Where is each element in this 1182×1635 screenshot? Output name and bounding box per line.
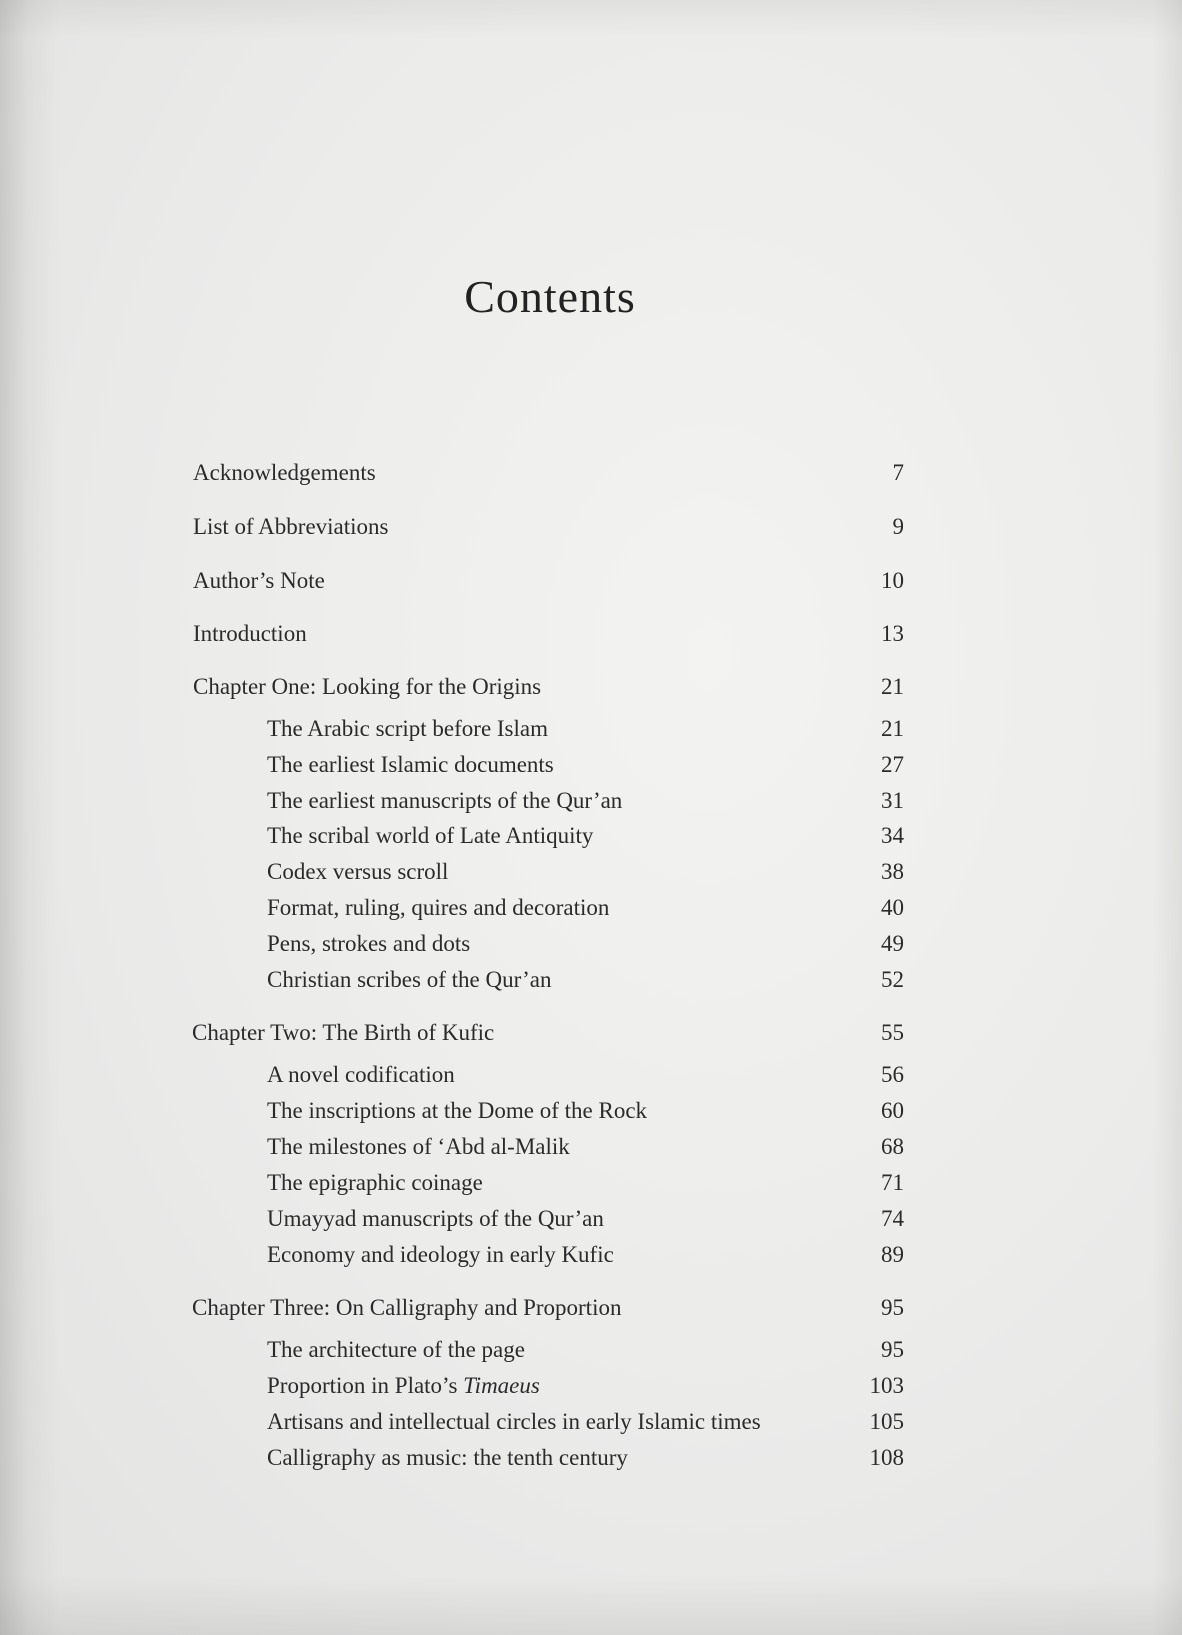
toc-entry-label: The earliest Islamic documents [267, 752, 554, 777]
toc-page-number: 40 [881, 895, 904, 920]
toc-entry-label: Chapter Three: On Calligraphy and Proportion [192, 1295, 622, 1320]
toc-entry-label: The scribal world of Late Antiquity [267, 823, 594, 848]
toc-entry-label: The epigraphic coinage [267, 1170, 483, 1195]
page-title: Contents [464, 271, 636, 322]
toc-page-number: 60 [881, 1098, 904, 1123]
toc-section [0, 747, 1182, 783]
toc-entry-introduction [0, 616, 1182, 652]
toc-page-number: 27 [881, 752, 904, 777]
toc-page-number: 52 [881, 967, 904, 992]
toc-entry-label: Author’s Note [193, 568, 325, 593]
toc-entry-label: Introduction [193, 621, 307, 646]
toc-page-number: 34 [881, 823, 904, 848]
toc-section [0, 1332, 1182, 1368]
toc-page-number: 9 [892, 514, 904, 539]
toc-section [0, 962, 1182, 998]
toc-label-italic: Timaeus [463, 1373, 540, 1398]
toc-entry-label: Format, ruling, quires and decoration [267, 895, 610, 920]
toc-section [0, 1237, 1182, 1273]
toc-entry-label: Umayyad manuscripts of the Qur’an [267, 1206, 604, 1231]
toc-page-number: 38 [881, 859, 904, 884]
toc-entry-authors-note [0, 563, 1182, 599]
toc-page-number: 74 [881, 1206, 904, 1231]
toc-page-number: 56 [881, 1062, 904, 1087]
toc-page-number: 31 [881, 788, 904, 813]
toc-section [0, 711, 1182, 747]
toc-section [0, 1368, 1182, 1404]
toc-section [0, 818, 1182, 854]
toc-entry-label: The milestones of ‘Abd al-Malik [267, 1134, 570, 1159]
toc-entry-label: The Arabic script before Islam [267, 716, 548, 741]
toc-section [0, 1165, 1182, 1201]
toc-page-number: 95 [881, 1337, 904, 1362]
toc-page-number: 108 [869, 1445, 904, 1470]
toc-page-number: 7 [892, 460, 904, 485]
toc-page-number: 103 [869, 1373, 904, 1398]
toc-entry-label: The inscriptions at the Dome of the Rock [267, 1098, 648, 1123]
toc-section [0, 1057, 1182, 1093]
toc-section [0, 854, 1182, 890]
toc-page-number: 68 [881, 1134, 904, 1159]
toc-page-number: 13 [881, 621, 904, 646]
toc-label-text: Proportion in Plato’s [267, 1373, 464, 1398]
toc-section [0, 1129, 1182, 1165]
toc-chapter-one [0, 669, 1182, 705]
toc-entry-label: Calligraphy as music: the tenth century [267, 1445, 628, 1470]
toc-entry-label [267, 1368, 540, 1404]
toc-page-number: 10 [881, 568, 904, 593]
toc-entry-label: Artisans and intellectual circles in early Islamic times [267, 1409, 761, 1434]
toc-entry-label: Codex versus scroll [267, 859, 449, 884]
toc-section [0, 1404, 1182, 1440]
toc-section [0, 890, 1182, 926]
toc-entry-acknowledgements [0, 455, 1182, 491]
toc-section [0, 926, 1182, 962]
toc-entry-label: Chapter Two: The Birth of Kufic [192, 1020, 495, 1045]
toc-entry-label: List of Abbreviations [193, 514, 389, 539]
toc-section [0, 783, 1182, 819]
toc-section [0, 1093, 1182, 1129]
toc-entry-label: The earliest manuscripts of the Qur’an [267, 788, 623, 813]
toc-entry-label: Economy and ideology in early Kufic [267, 1242, 614, 1267]
toc-entry-label: Chapter One: Looking for the Origins [193, 674, 542, 699]
toc-page-number: 49 [881, 931, 904, 956]
toc-entry-label: Pens, strokes and dots [267, 931, 471, 956]
toc-entry-label: Acknowledgements [193, 460, 376, 485]
toc-section [0, 1201, 1182, 1237]
toc-entry-abbreviations [0, 509, 1182, 545]
toc-page-number: 21 [881, 716, 904, 741]
toc-entry-label: A novel codification [267, 1062, 455, 1087]
toc-page-number: 105 [869, 1409, 904, 1434]
toc-page-number: 71 [881, 1170, 904, 1195]
toc-section [0, 1440, 1182, 1476]
toc-page-number: 89 [881, 1242, 904, 1267]
toc-page-number: 95 [881, 1295, 904, 1320]
toc-chapter-three [0, 1290, 1182, 1326]
toc-page-number: 21 [881, 674, 904, 699]
toc-page-number: 55 [881, 1020, 904, 1045]
toc-entry-label: The architecture of the page [267, 1337, 525, 1362]
toc-chapter-two [0, 1015, 1182, 1051]
toc-entry-label: Christian scribes of the Qur’an [267, 967, 552, 992]
